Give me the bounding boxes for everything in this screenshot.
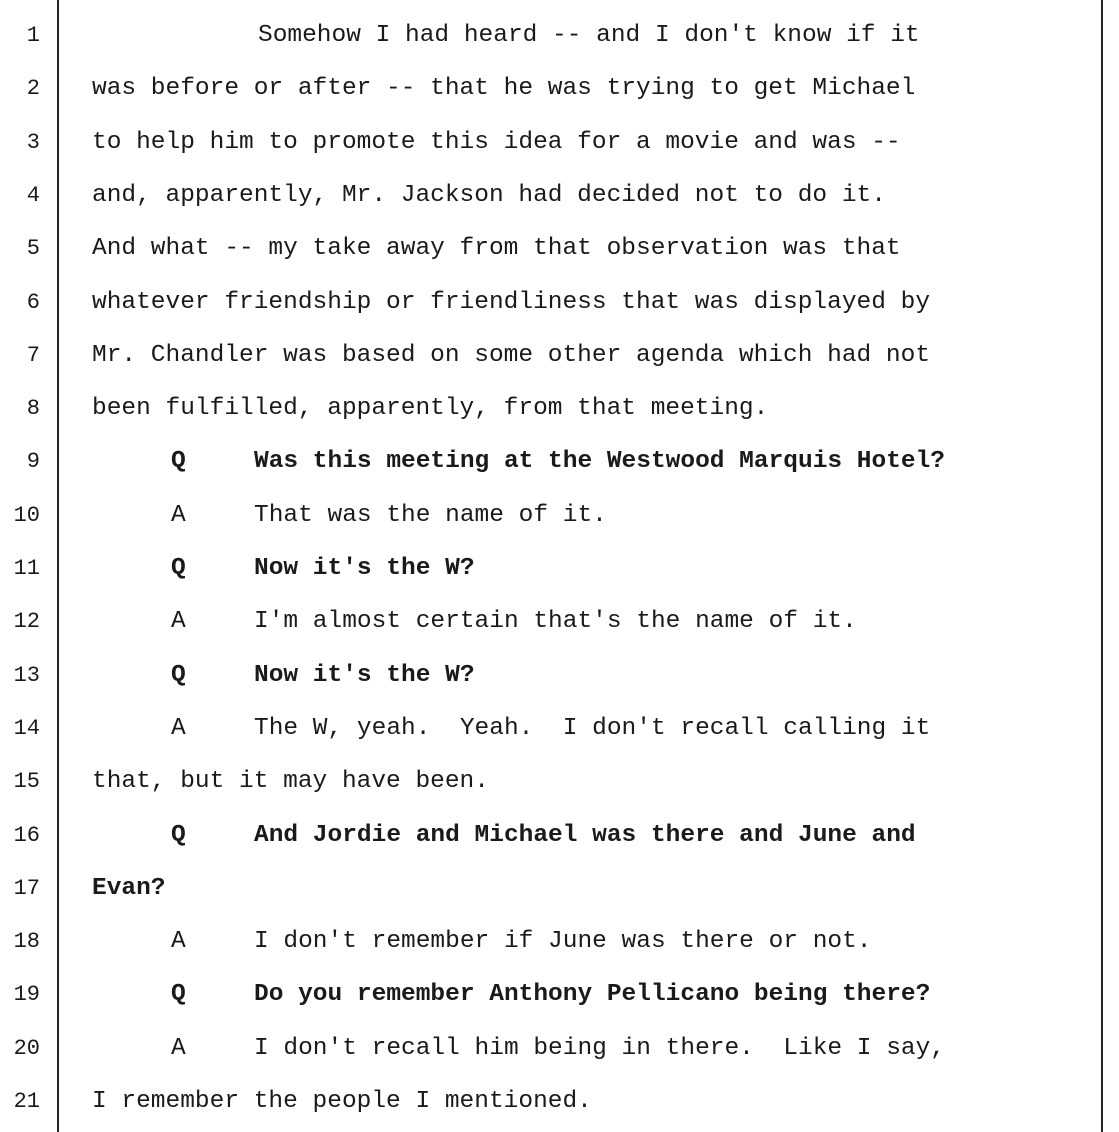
line-text: Was this meeting at the Westwood Marquis Hotel? — [254, 448, 946, 476]
line-number: 10 — [13, 502, 40, 528]
answer-marker: A — [171, 1034, 186, 1062]
transcript-line — [0, 489, 1119, 542]
transcript-line — [0, 435, 1119, 488]
line-number: 19 — [13, 982, 40, 1008]
question-marker: Q — [171, 821, 186, 849]
line-text: been fulfilled, apparently, from that meeting. — [92, 395, 769, 423]
line-number: 9 — [26, 449, 40, 475]
question-marker: Q — [171, 555, 186, 582]
line-number: 14 — [13, 715, 40, 741]
line-text: And what -- my take away from that observation was that — [92, 235, 901, 263]
answer-marker: A — [171, 714, 186, 742]
line-number: 5 — [26, 236, 40, 262]
line-number: 7 — [26, 342, 40, 368]
line-number: 11 — [13, 556, 40, 581]
transcript-line — [0, 702, 1119, 755]
line-number: 15 — [13, 769, 40, 795]
transcript-line — [0, 968, 1119, 1021]
line-text: Mr. Chandler was based on some other agenda which had not — [92, 341, 931, 369]
line-text: I don't recall him being in there. Like I say, — [254, 1034, 946, 1062]
transcript-line — [0, 222, 1119, 275]
transcript-line — [0, 915, 1119, 968]
line-number: 12 — [13, 609, 40, 635]
line-text: that, but it may have been. — [92, 768, 489, 796]
line-number: 3 — [26, 129, 40, 155]
line-text: Somehow I had heard -- and I don't know if it — [258, 22, 920, 49]
line-text: I'm almost certain that's the name of it. — [254, 608, 857, 636]
line-text: That was the name of it. — [254, 501, 607, 529]
transcript-line — [0, 649, 1119, 702]
transcript-line — [0, 595, 1119, 648]
transcript-line — [0, 62, 1119, 115]
line-number: 17 — [13, 875, 40, 901]
line-text: I don't remember if June was there or not. — [254, 928, 872, 956]
transcript-line — [0, 542, 1119, 595]
question-marker: Q — [171, 448, 186, 476]
line-number: 2 — [26, 76, 40, 102]
question-marker: Q — [171, 981, 186, 1009]
transcript-line — [0, 382, 1119, 435]
line-text: And Jordie and Michael was there and June and — [254, 821, 916, 849]
line-number: 1 — [26, 23, 40, 48]
line-text: and, apparently, Mr. Jackson had decided not to do it. — [92, 181, 886, 209]
line-number: 20 — [13, 1035, 40, 1061]
transcript-line — [0, 1022, 1119, 1075]
answer-marker: A — [171, 501, 186, 529]
answer-marker: A — [171, 608, 186, 636]
line-text: to help him to promote this idea for a movie and was -- — [92, 128, 901, 156]
transcript-line — [0, 9, 1119, 62]
line-text: The W, yeah. Yeah. I don't recall calling it — [254, 714, 931, 742]
line-number: 4 — [26, 182, 40, 208]
line-number: 21 — [13, 1089, 40, 1114]
transcript-line — [0, 169, 1119, 222]
line-number: 16 — [13, 822, 40, 848]
transcript-line — [0, 1075, 1119, 1128]
question-marker: Q — [171, 661, 186, 689]
line-number: 8 — [26, 396, 40, 422]
line-number: 6 — [26, 289, 40, 315]
transcript-line — [0, 116, 1119, 169]
transcript-line — [0, 329, 1119, 382]
transcript-line — [0, 809, 1119, 862]
line-number: 13 — [13, 662, 40, 688]
answer-marker: A — [171, 928, 186, 956]
line-number: 18 — [13, 929, 40, 955]
line-text: whatever friendship or friendliness that was displayed by — [92, 288, 931, 316]
line-text: Do you remember Anthony Pellicano being there? — [254, 981, 931, 1009]
line-text: Evan? — [92, 874, 166, 902]
line-text: Now it's the W? — [254, 555, 475, 582]
transcript-line — [0, 862, 1119, 915]
line-text: was before or after -- that he was trying to get Michael — [92, 75, 916, 103]
line-text: I remember the people I mentioned. — [92, 1088, 592, 1115]
line-text: Now it's the W? — [254, 661, 475, 689]
transcript-line — [0, 276, 1119, 329]
transcript-line — [0, 755, 1119, 808]
